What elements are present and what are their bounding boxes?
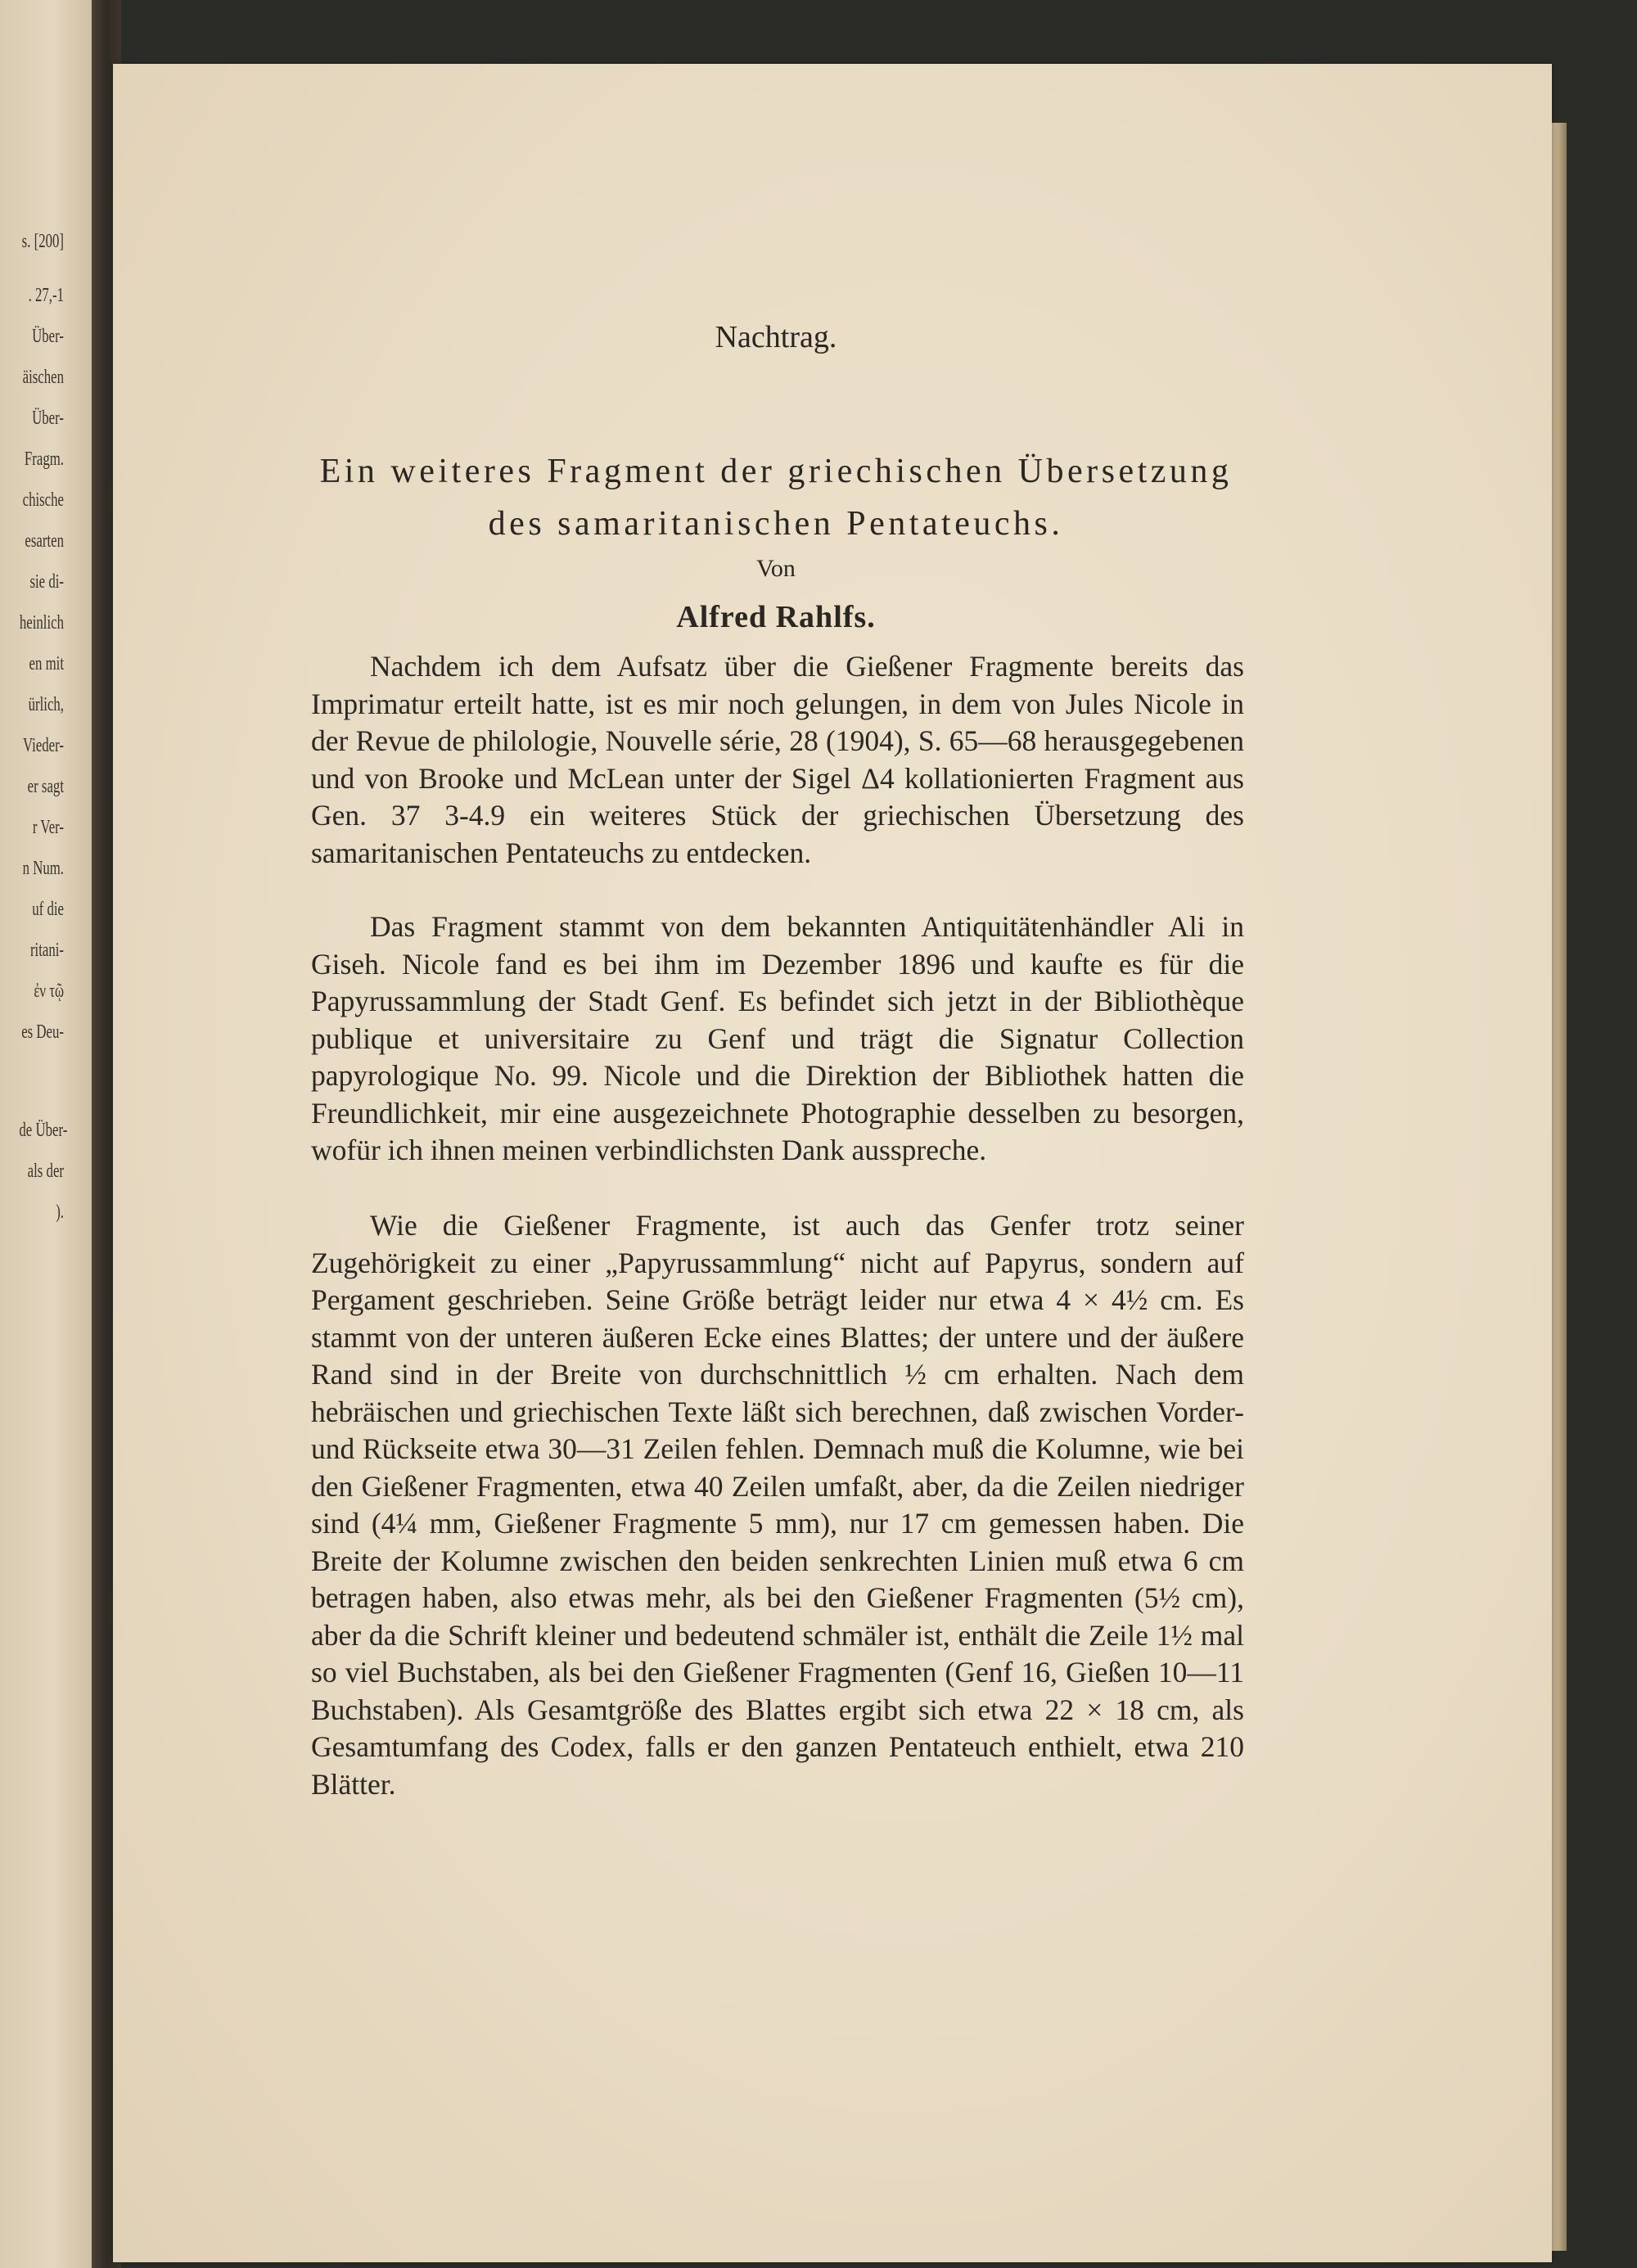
left-page-line: Über- [32,408,64,429]
paragraph-text: Nachdem ich dem Aufsatz über die Gießener Fragmente bereits das Imprimatur erteilt hatte, ist es mir noch gelungen, in dem von Jules Nicole in der Revue de philologie, Nouvelle série, 28 (1904), S. 65—68 herausgegebenen und von Brooke und McLean unter der Sigel Δ4 kollationierten Fragment aus Gen. 37 3-4.9 ein weiteres Stück der griechischen Übersetzung des samaritanischen Pentateuchs zu entdecken. [311,650,1244,869]
facing-page-left [0,0,97,2268]
left-page-line: chische [22,489,64,511]
left-page-line: sie di- [29,571,64,593]
left-page-line: en mit [29,653,64,674]
left-page-line: uf die [32,899,64,920]
left-page-line: er sagt [27,776,64,797]
left-page-line: s. [200] [21,231,64,252]
left-page-line: als der [27,1161,64,1182]
author-name: Alfred Rahlfs. [676,600,876,634]
left-page-line: de Über- [19,1120,68,1141]
left-page-line: ürlich, [28,694,64,715]
left-page-line: r Ver- [32,817,64,838]
paragraph-text: Wie die Gießener Fragmente, ist auch das Genfer trotz seiner Zugehörigkeit zu einer „Papyrussammlung“ nicht auf Papyrus, sondern auf Pergament geschrieben. Seine Größe beträgt leider nur etwa 4 × 4½ cm. Es stammt von der unteren äußeren Ecke eines Blattes; der untere und der äußere Rand sind in der Breite von durchschnittlich ½ cm erhalten. Nach dem hebräischen und griechischen Texte läßt sich berechnen, daß zwischen Vorder- und Rückseite etwa 30—31 Zeilen fehlen. Demnach muß die Kolumne, wie bei den Gießener Fragmenten, etwa 40 Zeilen umfaßt, aber, da die Zeilen niedriger sind (4¼ mm, Gießener Fragmente 5 mm), nur 17 cm gemessen haben. Die Breite der Kolumne zwischen den beiden senkrechten Linien muß etwa 6 cm betragen haben, also etwas mehr, als bei den Gießener Fragmenten (5½ cm), aber da die Schrift kleiner und bedeutend schmäler ist, enthält die Zeile 1½ mal so viel Buchstaben, als bei den Gießener Fragmenten (Genf 16, Gießen 10—11 Buchstaben). Als Gesamtgröße des Blattes ergibt sich etwa 22 × 18 cm, als Gesamtumfang des Codex, falls er den ganzen Pentateuch enthielt, etwa 210 Blätter. [311,1209,1244,1801]
left-page-line: Vieder- [23,735,64,756]
left-page-line: ritani- [29,940,64,961]
paragraph-text: Das Fragment stammt von dem bekannten Antiquitätenhändler Ali in Giseh. Nicole fand es bei ihm im Dezember 1896 und kaufte es für die Papyrussammlung der Stadt Genf. Es befindet sich jetzt in der Bibliothèque publique et universitaire zu Genf und trägt die Signatur Collection papyrologique No. 99. Nicole und die Direktion der Bibliothek hatten die Freundlichkeit, mir eine ausgezeichnete Photographie desselben zu besorgen, wofür ich ihnen meinen verbindlichsten Dank ausspreche. [311,910,1244,1166]
left-page-line: äischen [22,367,64,388]
body-paragraph [311,909,1244,1170]
left-page-line: Fragm. [24,449,65,470]
body-paragraph [311,648,1244,872]
left-page-line: es Deu- [21,1021,64,1043]
left-page-line: n Num. [22,858,64,879]
left-page-line: ). [56,1202,64,1223]
body-paragraph [311,1207,1244,1803]
left-page-line: ἐν τῷ [34,981,64,1002]
left-page-line: esarten [25,530,65,552]
left-page-line: Über- [32,326,64,347]
article-title-line-2: des samaritanischen Pentateuchs. [488,505,1064,543]
article-title-line-1: Ein weiteres Fragment der griechischen Übersetzung [319,453,1233,490]
section-heading: Nachtrag. [715,320,837,354]
byline: Von [756,555,796,582]
left-page-line: . 27,-1 [28,285,64,306]
left-page-line: heinlich [19,612,64,634]
